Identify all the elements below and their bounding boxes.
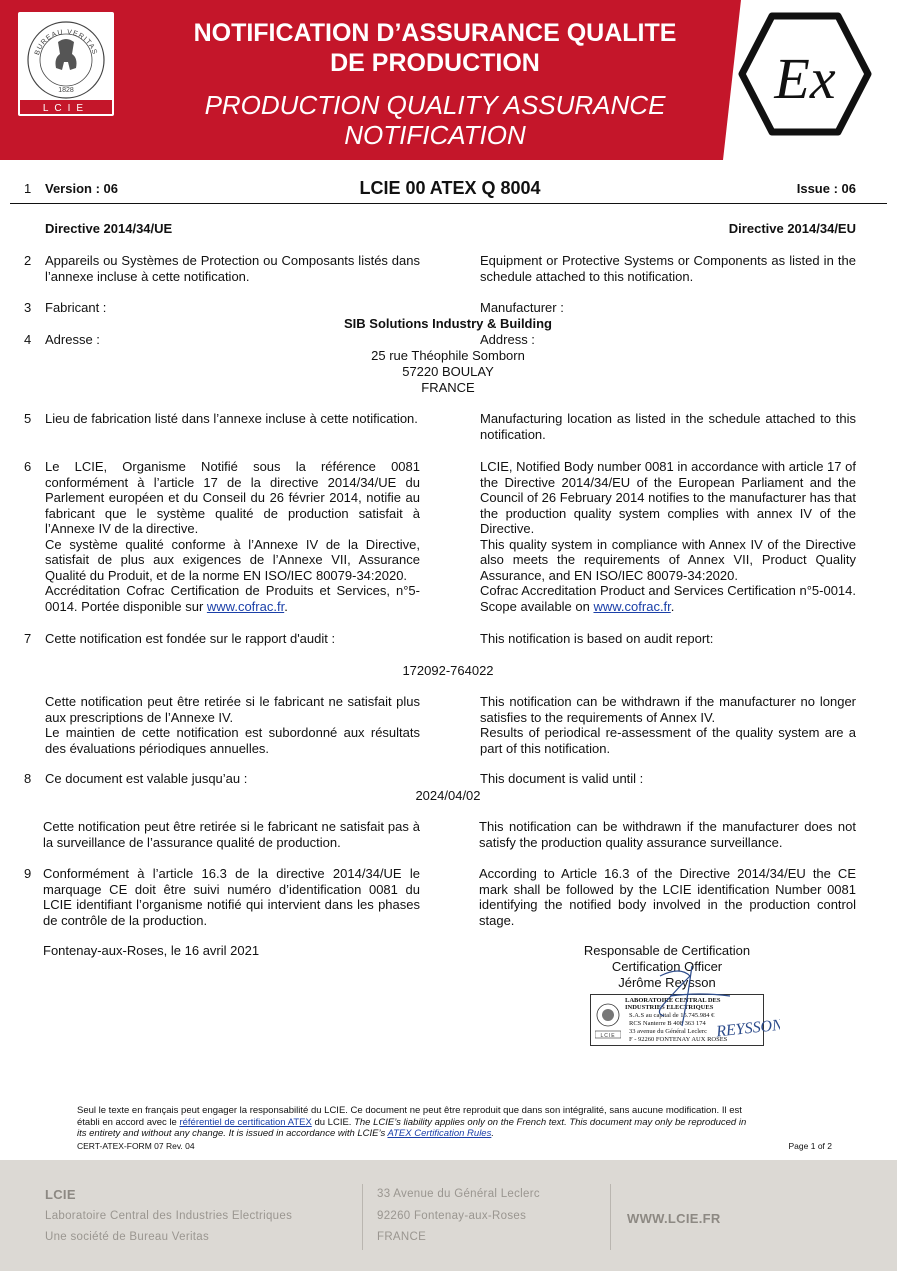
item-number: 9 [24,866,32,881]
audit-report-number: 172092-764022 [402,663,494,678]
cofrac-link-fr[interactable]: www.cofrac.fr [206,598,285,614]
item6-fr-p3 [45,583,420,614]
item4-en: Address : [480,332,535,347]
legal-line1: Seul le texte en français peut engager la responsabilité du LCIE. Ce document ne peut être reproduit que dans son intégralité, sans aucune modification. Il est [77,1105,742,1116]
item6-en [480,459,856,614]
signatory-name: Jérôme Reysson [618,975,716,990]
ex-hexagon-icon [738,12,872,136]
withdrawal-en-p1: This notification can be withdrawn if the manufacturer no longer satisfies to the requirements of Annex IV. [480,694,856,725]
ex-atex-mark [738,12,872,136]
item2-fr: Appareils ou Systèmes de Protection ou Composants listés dans l’annexe incluse à cette notification. [45,253,420,284]
certificate-reference: LCIE 00 ATEX Q 8004 [359,178,541,198]
period: . [670,598,675,614]
cofrac-link-en[interactable]: www.cofrac.fr [593,598,671,614]
withdrawal-fr [45,694,420,756]
surveillance-fr: Cette notification peut être retirée si le fabricant ne satisfait pas à la surveillance de l’assurance qualité de production. [43,819,420,850]
item3-en: Manufacturer : [480,300,564,315]
item9-en: According to Article 16.3 of the Directive 2014/34/EU the CE mark shall be followed by the LCIE identification Number 0081 identifying the notified body involved in the production control stage. [479,866,856,928]
legal-notice [77,1105,837,1140]
bureau-veritas-logo [18,12,114,116]
item7-en: This notification is based on audit report: [480,631,714,646]
svg-text:LCIE: LCIE [600,1033,616,1039]
manufacturer-name: SIB Solutions Industry & Building [344,316,552,331]
title-en-line2: NOTIFICATION [344,120,526,150]
footer-divider [610,1184,611,1250]
atex-rules-link[interactable]: ATEX Certification Rules [387,1128,492,1139]
item7-fr: Cette notification est fondée sur le rapport d'audit : [45,631,336,646]
legal-line3b: . [491,1128,494,1139]
item6-en-p2: This quality system in compliance with Annex IV of the Directive also meets the requirements of Annex VII, Product Quality Assurance, and EN ISO/IEC 80079-34:2020. [480,536,856,583]
item6-fr-p1: Le LCIE, Organisme Notifié sous la référence 0081 conformément à l’article 17 de la directive 2014/34/UE du Parlement européen et du Conseil du 26 février 2014, notifie au fabricant que le système qualité de production satisfait à l’Annexe IV de la directive. [45,459,420,536]
directive-en: Directive 2014/34/EU [728,221,856,236]
atex-referential-link[interactable]: référentiel de certification ATEX [179,1116,312,1128]
stamp-line5: 33 avenue du Général Leclerc [629,1028,707,1035]
issue: Issue : 06 [796,181,856,196]
item-number: 1 [24,181,32,196]
address-line1: 25 rue Théophile Somborn [371,348,525,363]
item2-en: Equipment or Protective Systems or Components as listed in the schedule attached to this notification. [480,253,856,284]
bureau-veritas-seal-icon [18,12,114,116]
item6-fr [45,459,420,614]
footer-address-line3: FRANCE [377,1231,427,1243]
valid-until-date: 2024/04/02 [415,788,481,803]
directive-fr: Directive 2014/34/UE [45,221,173,236]
page-footer [0,1160,897,1271]
handwritten-signature [600,956,780,1046]
withdrawal-en [480,694,856,756]
place-and-date: Fontenay-aux-Roses, le 16 avril 2021 [43,943,260,958]
footer-company: LCIE [45,1187,76,1202]
svg-text:Ex: Ex [774,46,836,111]
legal-line3 [77,1128,837,1140]
title-fr-line1: NOTIFICATION D’ASSURANCE QUALITE [193,19,677,47]
item6-en-p1: LCIE, Notified Body number 0081 in accordance with article 17 of the Directive 2014/34/EU of the European Parliament and the Council of 26 February 2014 notifies to the manufacturer has that the production quality system complies with annex IV of the Directive. [480,459,856,536]
withdrawal-fr-p2: Le maintien de cette notification est subordonné aux résultats des évaluations périodiques annuelles. [45,725,420,756]
item5-en: Manufacturing location as listed in the schedule attached to this notification. [480,411,856,442]
signatory-role-en: Certification Officer [611,959,723,974]
item-number: 2 [24,253,32,268]
withdrawal-fr-p1: Cette notification peut être retirée si le fabricant ne satisfait plus aux prescriptions de l’Annexe IV. [45,694,420,725]
footer-company-full: Laboratoire Central des Industries Electriques [45,1210,293,1222]
item-number: 4 [24,332,32,347]
header-rule [10,203,887,204]
item8-fr: Ce document est valable jusqu’au : [45,771,248,786]
signature-scribble-icon [600,956,780,1046]
item8-en: This document is valid until : [480,771,644,786]
stamp-line3: S.A.S au capital de 15.745.984 € [629,1012,715,1019]
period: . [284,598,288,614]
form-reference: CERT-ATEX-FORM 07 Rev. 04 [77,1141,195,1151]
item4-fr: Adresse : [45,332,100,347]
footer-divider [362,1184,363,1250]
item-number: 3 [24,300,32,315]
page-number: Page 1 of 2 [788,1141,832,1151]
item6-en-p3-text: Cofrac Accreditation Product and Services Certification n°5-0014. Scope available on [480,583,856,614]
item-number: 5 [24,411,32,426]
stamp-line1: LABORATOIRE CENTRAL DES [625,997,721,1004]
legal-line2 [77,1117,837,1129]
address-line3: FRANCE [421,380,475,395]
version: Version : 06 [45,181,118,196]
item5-fr: Lieu de fabrication listé dans l’annexe incluse à cette notification. [45,411,418,426]
surveillance-en: This notification can be withdrawn if the manufacturer does not satisfy the production quality assurance surveillance. [479,819,856,850]
item-number: 7 [24,631,32,646]
title-fr-line2: DE PRODUCTION [330,49,540,77]
stamp-line4: RCS Nanterre B 408 363 174 [629,1020,706,1027]
footer-address-line1: 33 Avenue du Général Leclerc [377,1188,540,1200]
signatory-role-fr: Responsable de Certification [583,943,751,958]
item3-fr: Fabricant : [45,300,107,315]
footer-website-link[interactable]: WWW.LCIE.FR [627,1211,721,1226]
svg-text:LCIE: LCIE [42,103,90,114]
stamp-line6: F - 92260 FONTENAY AUX ROSES [629,1036,728,1043]
item-number: 8 [24,771,32,786]
legal-line2a: établi en accord avec le [77,1116,180,1128]
footer-group: Une société de Bureau Veritas [45,1231,210,1243]
stamp-line2: INDUSTRIES ELECTRIQUES [625,1004,714,1011]
svg-text:REYSSON: REYSSON [715,1016,780,1041]
svg-text:BUREAU VERITAS: BUREAU VERITAS [33,28,99,57]
legal-line3a: its entirety and without any change. It is issued in accordance with LCIE’s [77,1128,388,1139]
item6-fr-p2: Ce système qualité conforme à l’Annexe IV de la Directive, satisfait de plus aux exigences de l’Annexe VII, Assurance Qualité du Produit, et de la norme EN ISO/IEC 80079-34:2020. [45,536,420,583]
item-number: 6 [24,459,32,474]
withdrawal-en-p2: Results of periodical re-assessment of the quality system are a part of this notification. [480,725,856,756]
legal-line2b: du LCIE. [311,1116,355,1128]
legal-line2c: The LCIE’s liability applies only on the French text. This document may only be reproduced in [354,1116,747,1128]
item6-en-p3 [480,583,856,614]
svg-text:1828: 1828 [58,87,74,94]
footer-address-line2: 92260 Fontenay-aux-Roses [377,1210,527,1222]
item6-fr-p3-text: Accréditation Cofrac Certification de Produits et Services, n°5-0014. Portée disponible sur [45,583,420,614]
address-line2: 57220 BOULAY [402,364,494,379]
title-en-line1: PRODUCTION QUALITY ASSURANCE [204,90,666,120]
item9-fr: Conformément à l’article 16.3 de la directive 2014/34/UE le marquage CE doit être suivi numéro d’identification 0081 du LCIE identifiant l’organisme notifié qui intervient dans les phases de contrôle de la production. [43,866,420,928]
